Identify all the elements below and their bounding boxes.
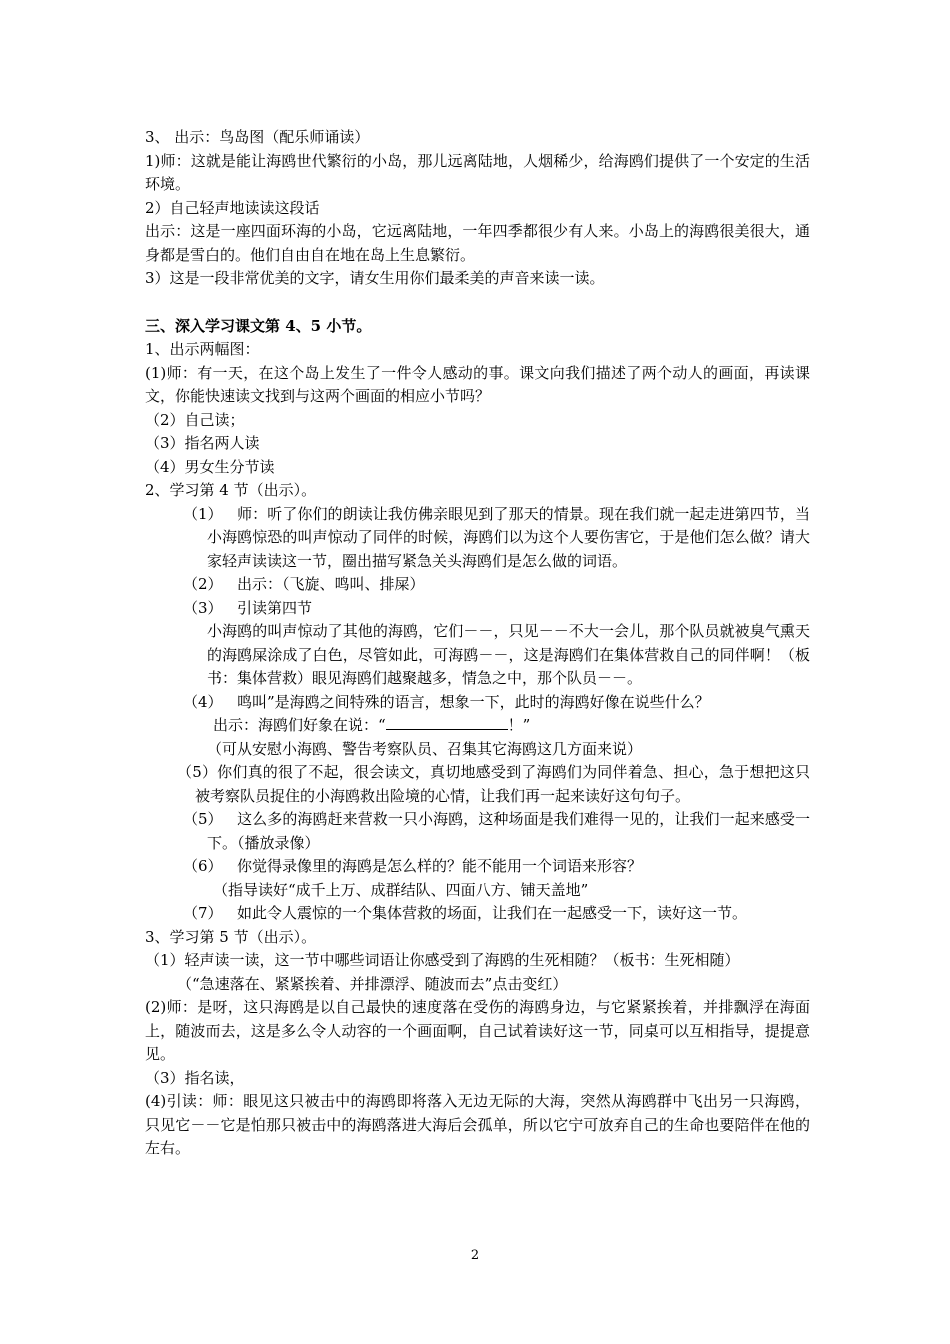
fill-in-blank — [386, 715, 508, 730]
item-text: 出示：（飞旋、鸣叫、排屎） — [237, 575, 425, 593]
item-number: （1） — [183, 504, 223, 523]
paragraph: 小海鸥的叫声惊动了其他的海鸥，它们－－，只见－－不大一会儿，那个队员就被臭气熏天的海鸥屎涂成了白色，尽管如此，可海鸥－－，这是海鸥们在集体营救自己的同伴啊！（板书：集体营救）眼见海鸥们越聚越多，情急之中，那个队员－－。 — [207, 622, 810, 687]
paragraph: （4）男女生分节读 — [145, 457, 275, 476]
prompt-end: ！” — [507, 716, 531, 734]
paragraph: （“急速落在、紧紧挨着、并排漂浮、随波而去”点击变红） — [177, 974, 568, 993]
paragraph: （3）指名两人读 — [145, 434, 260, 452]
item-text: 引读第四节 — [237, 598, 313, 617]
paragraph: (1)师：有一天，在这个岛上发生了一件令人感动的事。课文向我们描述了两个动人的画面，再读课文，你能快速读文找到与这两个画面的相应小节吗？ — [145, 363, 810, 405]
paragraph: （2）自己读； — [145, 410, 245, 429]
prompt-text: 出示：海鸥们好象在说：“ — [213, 716, 386, 734]
paragraph: 1、出示两幅图： — [145, 340, 260, 358]
paragraph: (4)引读：师：眼见这只被击中的海鸥即将落入无边无际的大海，突然从海鸥群中飞出另一只海鸥，只见它－－它是怕那只被击中的海鸥落进大海后会孤单，所以它宁可放弃自己的生命也要陪伴在他的左右。 — [145, 1092, 810, 1157]
paragraph: （1）轻声读一读，这一节中哪些词语让你感受到了海鸥的生死相随？（板书：生死相随） — [145, 951, 740, 969]
numbered-item — [145, 902, 810, 926]
numbered-item — [145, 691, 810, 715]
paragraph: （5）你们真的很了不起，很会读文，真切地感受到了海鸥们为同伴着急、担心，急于想把这只被考察队员捉住的小海鸥救出险境的心情，让我们再一起来读好这句句子。 — [177, 763, 810, 805]
paragraph: 3）这是一段非常优美的文字，请女生用你们最柔美的声音来读一读。 — [145, 269, 605, 287]
numbered-item — [145, 503, 810, 574]
item-number: （6） — [183, 857, 223, 875]
item-number: （4） — [183, 692, 223, 711]
paragraph: （可从安慰小海鸥、警告考察队员、召集其它海鸥这几方面来说） — [207, 739, 643, 758]
item-number: （5） — [183, 810, 223, 828]
item-text: 师：听了你们的朗读让我仿佛亲眼见到了那天的情景。现在我们就一起走进第四节，当小海鸥惊恐的叫声惊动了同伴的时候，海鸥们以为这个人要伤害它，于是他们怎么做？请大家轻声读读这一节，圈出描写紧急关头海鸥们是怎么做的词语。 — [207, 504, 810, 570]
paragraph: 出示：这是一座四面环海的小岛，它远离陆地，一年四季都很少有人来。小岛上的海鸥很美很大，通身都是雪白的。他们自由自在地在岛上生息繁衍。 — [145, 222, 810, 264]
numbered-item — [145, 808, 810, 855]
paragraph: 2、学习第 4 节（出示）。 — [145, 481, 317, 499]
document-body — [145, 126, 810, 1161]
numbered-item — [145, 597, 810, 621]
item-text: 这么多的海鸥赶来营救一只小海鸥，这种场面是我们难得一见的，让我们一起来感受一下。（播放录像） — [207, 810, 810, 852]
page-number: 2 — [470, 1248, 480, 1263]
paragraph: 2）自己轻声地读读这段话 — [145, 198, 320, 217]
item-text: 鸣叫”是海鸥之间特殊的语言，想象一下，此时的海鸥好像在说些什么？ — [237, 692, 710, 711]
item-text: 如此令人震惊的一个集体营救的场面，让我们在一起感受一下，读好这一节。 — [237, 904, 748, 922]
item-number: （2） — [183, 575, 223, 593]
numbered-item — [145, 573, 810, 597]
paragraph: 3、 出示：鸟岛图（配乐师诵读） — [145, 128, 370, 146]
paragraph: 1)师：这就是能让海鸥世代繁衍的小岛，那儿远离陆地，人烟稀少，给海鸥们提供了一个安定的生活环境。 — [145, 151, 810, 193]
numbered-item — [145, 855, 810, 879]
paragraph: （3）指名读， — [145, 1068, 245, 1087]
paragraph: (2)师：是呀，这只海鸥是以自己最快的速度落在受伤的海鸥身边，与它紧紧挨着，并排飘浮在海面上，随波而去，这是多么令人动容的一个画面啊，自己试着读好这一节，同桌可以互相指导，提提意见。 — [145, 998, 810, 1063]
paragraph — [145, 714, 810, 738]
section-heading: 三、深入学习课文第 4、5 小节。 — [145, 316, 372, 335]
item-text: 你觉得录像里的海鸥是怎么样的？能不能用一个词语来形容？ — [237, 857, 643, 875]
spacer — [145, 291, 810, 315]
paragraph: 3、学习第 5 节（出示）。 — [145, 927, 317, 946]
item-number: （3） — [183, 598, 223, 617]
item-number: （7） — [183, 904, 223, 922]
paragraph: （指导读好“成千上万、成群结队、四面八方、铺天盖地” — [213, 880, 589, 899]
